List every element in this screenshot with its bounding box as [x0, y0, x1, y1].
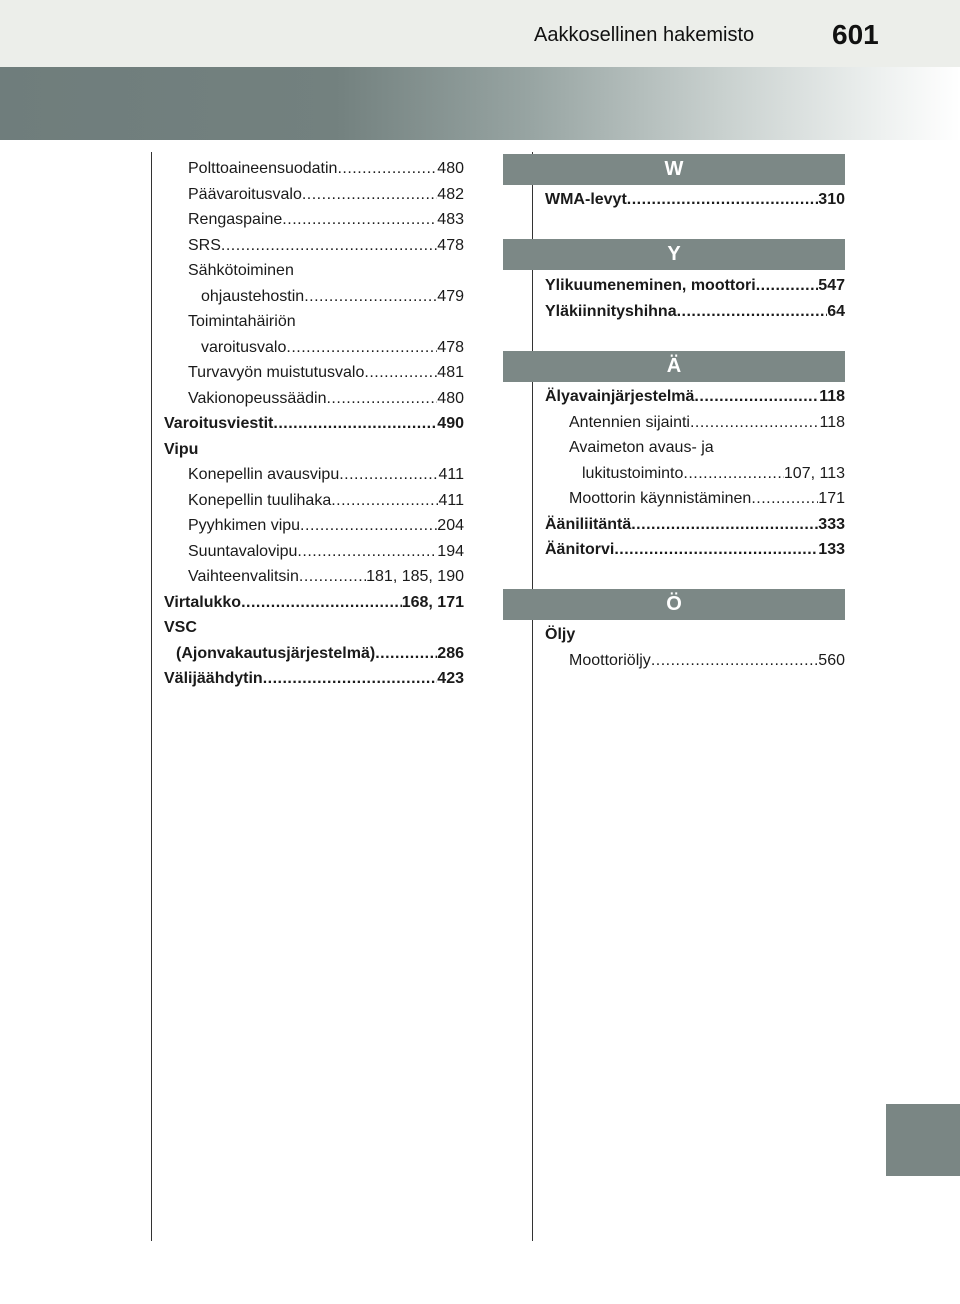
entry-page: 411	[438, 466, 464, 483]
leader-dots	[339, 462, 438, 488]
index-section-y	[545, 273, 845, 324]
leader-dots	[375, 641, 437, 667]
entry-label: SRS	[188, 236, 221, 254]
entry-page: 480	[437, 389, 464, 407]
entry-label-continued: Toimintahäiriön	[188, 313, 296, 330]
entry-page: 481	[437, 364, 464, 381]
entry-label: Turvavyön muistutusvalo	[188, 364, 365, 381]
section-title: Aakkosellinen hakemisto	[534, 24, 755, 46]
entry-label: Älyavainjärjestelmä	[545, 388, 695, 405]
leader-dots	[299, 564, 366, 590]
entry-page: 480	[437, 160, 464, 177]
entry-label: Konepellin avausvipu	[188, 466, 340, 483]
entry-label: lukitustoiminto	[582, 464, 684, 482]
entry-label: Vakionopeussäädin	[188, 389, 327, 407]
leader-dots	[331, 488, 438, 514]
index-section-ae	[545, 384, 845, 563]
entry-page: 482	[437, 185, 464, 203]
index-entry	[545, 461, 845, 487]
entry-page: 333	[818, 515, 845, 533]
index-entry-main	[545, 512, 845, 538]
leader-dots	[221, 233, 437, 259]
index-entry	[164, 182, 464, 208]
index-entry-main	[164, 411, 464, 437]
leader-dots	[683, 461, 784, 487]
index-entry	[164, 156, 464, 182]
letter-heading-ae: Ä	[503, 351, 845, 382]
index-heading-vsc: VSC	[164, 619, 197, 636]
entry-page: 64	[827, 302, 845, 320]
entry-page: 310	[818, 191, 845, 208]
entry-page: 118	[819, 388, 845, 405]
index-section-w	[545, 187, 845, 213]
entry-page: 423	[437, 670, 464, 687]
entry-label: (Ajonvakautusjärjestelmä)	[176, 644, 376, 662]
index-entry	[545, 648, 845, 674]
entry-label: Polttoaineensuodatin	[188, 160, 338, 177]
leader-dots	[337, 156, 437, 182]
leader-dots	[651, 648, 818, 674]
index-entry	[164, 360, 464, 386]
index-entry	[164, 233, 464, 259]
entry-label-continued: Sähkötoiminen	[188, 262, 294, 279]
entry-label: Suuntavalovipu	[188, 542, 298, 560]
index-entry	[164, 335, 464, 361]
entry-page: 547	[818, 277, 845, 294]
entry-page: 490	[437, 415, 464, 432]
entry-page: 168, 171	[401, 593, 464, 611]
entry-label: Yläkiinnityshihna	[545, 302, 677, 320]
leader-dots	[364, 360, 437, 386]
entry-label: Pyyhkimen vipu	[188, 517, 301, 534]
entry-page: 560	[818, 651, 845, 669]
entry-label-continued: Avaimeton avaus- ja	[569, 439, 714, 456]
letter-heading-oe: Ö	[503, 589, 845, 620]
index-entry	[164, 386, 464, 412]
index-entry-main	[545, 273, 845, 299]
leader-dots	[300, 513, 437, 539]
leader-dots	[756, 273, 819, 299]
leader-dots	[297, 539, 437, 565]
entry-label: WMA-levyt	[545, 191, 627, 208]
entry-page: 478	[437, 236, 464, 254]
entry-page: 181, 185, 190	[366, 568, 464, 585]
entry-label: Rengaspaine	[188, 211, 283, 228]
column-divider-left	[151, 152, 152, 1241]
entry-page: 478	[437, 338, 464, 356]
entry-label: Ylikuumeneminen, moottori	[545, 277, 756, 294]
index-entry	[164, 539, 464, 565]
index-entry-main	[545, 299, 845, 325]
leader-dots	[614, 537, 818, 563]
entry-page: 118	[819, 413, 845, 431]
index-entry	[164, 564, 464, 590]
entry-page: 411	[438, 491, 464, 509]
letter-heading-w: W	[503, 154, 845, 185]
leader-dots	[273, 411, 437, 437]
entry-label: Moottoriöljy	[569, 651, 651, 669]
entry-label: ohjaustehostin	[201, 287, 305, 305]
index-entry-main	[545, 384, 845, 410]
letter-heading-y: Y	[503, 239, 845, 270]
index-entry	[164, 513, 464, 539]
entry-label: Ääniliitäntä	[545, 515, 632, 533]
index-section-oe	[545, 622, 845, 673]
header-bar	[0, 0, 960, 67]
leader-dots	[326, 386, 437, 412]
entry-page: 479	[437, 287, 464, 305]
entry-label: Antennien sijainti	[569, 413, 690, 431]
entry-page: 194	[437, 542, 464, 560]
index-entry	[164, 462, 464, 488]
entry-label: Vaihteenvalitsin	[188, 568, 299, 585]
leader-dots	[241, 590, 402, 616]
index-entry	[164, 488, 464, 514]
entry-label: Virtalukko	[164, 593, 242, 611]
index-entry-main	[545, 187, 845, 213]
index-heading-vipu: Vipu	[164, 440, 199, 458]
leader-dots	[282, 207, 437, 233]
column-divider-right	[532, 152, 533, 1241]
leader-dots	[286, 335, 437, 361]
entry-page: 286	[437, 644, 464, 662]
index-heading-oljy: Öljy	[545, 626, 576, 643]
leader-dots	[263, 666, 438, 692]
leader-dots	[751, 486, 818, 512]
entry-page: 204	[437, 517, 464, 534]
leader-dots	[302, 182, 437, 208]
index-entry-main	[164, 641, 464, 667]
page-number: 601	[832, 19, 879, 50]
leader-dots	[304, 284, 437, 310]
leader-dots	[627, 187, 819, 213]
index-entry	[164, 207, 464, 233]
index-entry-main	[545, 537, 845, 563]
index-entry	[545, 410, 845, 436]
index-column-left	[164, 156, 464, 692]
leader-dots	[631, 512, 818, 538]
header-gradient-band	[0, 67, 960, 140]
leader-dots	[690, 410, 820, 436]
entry-label: Varoitusviestit	[164, 415, 274, 432]
index-entry-main	[164, 590, 464, 616]
index-entry-main	[164, 666, 464, 692]
entry-label: varoitusvalo	[201, 338, 287, 356]
entry-label: Äänitorvi	[545, 541, 615, 558]
entry-label: Konepellin tuulihaka	[188, 491, 332, 509]
entry-page: 171	[818, 490, 845, 507]
entry-label: Välijäähdytin	[164, 670, 263, 687]
leader-dots	[694, 384, 819, 410]
index-entry	[545, 486, 845, 512]
entry-page: 483	[437, 211, 464, 228]
entry-label: Moottorin käynnistäminen	[569, 490, 752, 507]
index-entry	[164, 284, 464, 310]
chapter-tab	[886, 1104, 960, 1176]
entry-page: 107, 113	[783, 464, 845, 482]
leader-dots	[677, 299, 828, 325]
entry-page: 133	[818, 541, 845, 558]
entry-label: Päävaroitusvalo	[188, 185, 302, 203]
